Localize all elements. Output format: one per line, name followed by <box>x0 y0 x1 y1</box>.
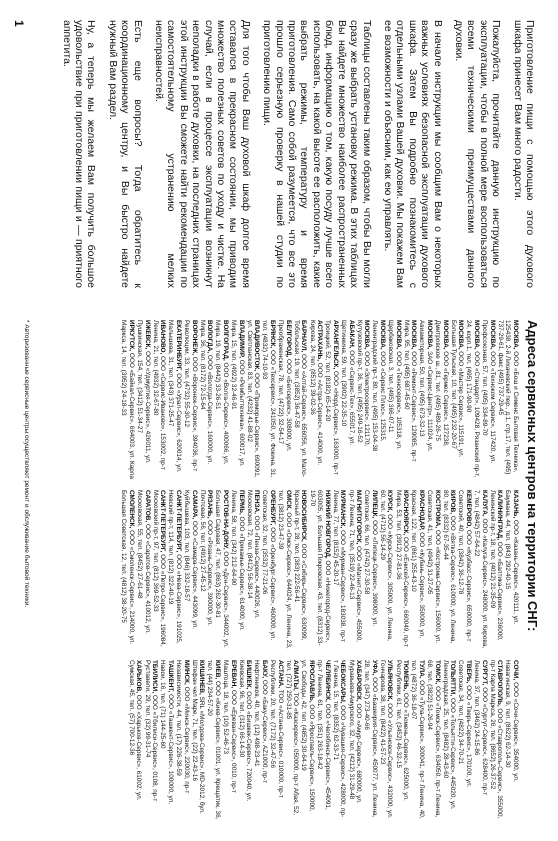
city-name: МИНСК, <box>182 660 190 685</box>
address-text: ООО «Кострома-Сервис», 156000, ул. Советская, 41, тел. (4942) 31-27-05 <box>425 490 441 644</box>
address-entry <box>277 320 292 480</box>
address-entry <box>308 320 323 480</box>
address-text: ООО «Сервис Плюс», 125315, Ленинградский пр-т, 80, тел. (495) 153-04-38 <box>371 320 386 452</box>
address-entry <box>167 320 182 480</box>
city-name: КУРСК, <box>386 490 394 513</box>
address-entry <box>371 320 386 480</box>
address-entry <box>465 320 480 480</box>
city-name: МОСКВА, <box>512 320 519 350</box>
address-entry <box>410 660 425 820</box>
address-entry <box>386 320 401 480</box>
address-entry <box>206 660 221 820</box>
city-name: АРХАНГЕЛЬСК, <box>331 320 339 370</box>
city-name: МУРМАНСК, <box>339 490 347 529</box>
city-name: ТОМСК, <box>433 660 441 685</box>
address-text: ООО «Вологда-Сервис», 160000, ул. Мира, 36, тел. (8172) 72-15-64 <box>198 320 214 465</box>
address-text: ООО «Сервис-Иваново», 153002, пр-т Ленина, 21, тел. (4932) 32-67-80 <box>151 320 167 470</box>
address-entry <box>339 320 354 480</box>
city-name: ИВАНОВО, <box>159 320 167 355</box>
city-name: УЛЬЯНОВСК, <box>386 660 394 702</box>
address-text: ООО «Урал-Сервис», 620014, ул. Малышева, 31, тел. (343) 371-25-47 <box>167 320 182 473</box>
city-name: САМАРА, <box>190 490 198 520</box>
address-entry <box>237 660 252 820</box>
address-entry <box>292 490 307 650</box>
address-text: ООО «Томск-Сервис», 634050, пр-т Ленина, 68, тел. (3822) 51-26-94 <box>425 660 441 818</box>
address-entry <box>127 660 142 820</box>
city-name: НИЖНИЙ НОВГОРОД, <box>323 490 331 559</box>
address-entry <box>441 490 456 650</box>
city-name: МОСКВА, <box>363 320 371 350</box>
address-text: ООО «Ставрополь-Сервис», 355000, пр-т Карла Маркса, 26, тел. (8652) 26-37-52 <box>488 660 504 819</box>
address-text: ООО «Ульяновск-Сервис», 432000, ул. Гончарова, 38, тел. (8422) 41-57-23 <box>378 660 394 819</box>
address-text: ООО «Техносервис», 105318, ул. Щербаковская, 3, тел. (495) 366-07-11 <box>387 320 402 450</box>
city-name: КАЛУГА, <box>480 490 488 517</box>
city-name: ТУЛА, <box>417 660 425 679</box>
address-entry <box>135 490 150 650</box>
city-name: БРЯНСК, <box>269 320 277 349</box>
intro-paragraph-4: Таблицы составлены таким образом, чтобы Вы могли сразу же выбрать установку режима. В этих таблицах Вы найдете множество наиболее распространенных блюд, информацию о том, какую посуду лучше всего использовать, на какой высоте ее расположить, какие выбрать режимы, температуру и время приготовления. Само собой разумеется, что все это прошло серьезную проверку в нашей студии по приготовлению пищи. <box>261 20 373 288</box>
address-text: ООО «Вятка-Сервис», 610000, ул. Ленина, 80, тел. (8332) 67-35-44 <box>441 490 457 644</box>
address-entry <box>347 490 362 650</box>
address-column <box>119 320 519 480</box>
service-centers-section <box>119 320 540 820</box>
city-name: РЯЗАНЬ, <box>206 490 214 519</box>
city-name: ЕРЕВАН, <box>229 660 237 689</box>
city-name: КИЕВ, <box>213 660 221 680</box>
address-text: ООО «Удмуртия-Сервис», 426011, ул. Пушкинская, 154, тел. (3412) 51-34-27 <box>136 320 151 464</box>
city-name: ТВЕРЬ, <box>464 660 472 684</box>
address-entry <box>120 490 135 650</box>
city-name: САРАТОВ, <box>143 490 151 523</box>
address-entry <box>214 490 229 650</box>
city-name: МОСКВА, <box>378 320 386 350</box>
city-name: ТАШКЕНТ, <box>166 660 174 693</box>
city-name: НОВОСИБИРСК, <box>300 490 308 542</box>
city-name: АСТАНА, <box>276 660 284 689</box>
instructions-column <box>51 20 536 288</box>
city-name: ТБИЛИСИ, <box>151 660 159 694</box>
city-name: ПЕНЗА, <box>253 490 261 514</box>
address-entry <box>472 490 487 650</box>
address-text: ООО «Сервис-Тех», 655017, ул. Щетинкина, 59, тел. (3902) 22-35-10 <box>339 320 355 446</box>
address-text: ООО «Электросервис», 121170, Кутузовский пр-т, 36, тел. (495) 249-16-52 <box>355 320 371 447</box>
address-entry <box>214 320 229 480</box>
address-text: ООО «Калуга-Сервис», 248000, ул. Кирова, 7, тел. (4842) 57-64-22 <box>473 490 488 649</box>
address-text: ООО «Байкал-Сервис», 664003, ул. Карла Маркса, 14, тел. (3952) 24-18-33 <box>120 320 135 479</box>
address-text: ООО «Саратов-Сервис», 410012, ул. Московская, 55, тел. (8452) 27-61-48 <box>136 490 151 634</box>
address-column <box>119 660 519 820</box>
address-text: ООО «Балтика-Сервис», 236000, Ленинский пр-т, 18, тел. (4012) 21-35-09 <box>488 490 504 641</box>
address-entry <box>300 660 315 820</box>
address-entry <box>167 490 182 650</box>
address-text: ООО «Самара-Сервис», 443099, ул. Куйбышева, 103, тел. (846) 332-18-57 <box>183 490 198 629</box>
city-name: АСТРАХАНЬ, <box>316 320 324 361</box>
city-name: МОСКВА, <box>488 320 496 350</box>
city-name: ВОРОНЕЖ, <box>190 320 198 356</box>
address-entry <box>410 490 425 650</box>
address-entry <box>324 320 339 480</box>
address-text: ООО «Ташкент-Сервис», 100000, ул. Навои, 16, тел. (71) 144-25-60 <box>159 660 174 805</box>
address-entry <box>418 320 433 480</box>
address-text: ООО «Нижегород-Сервис», 603005, ул. Большая Покровская, 43, тел. (8312) 33-19-70 <box>308 490 331 646</box>
address-text: ООО «Челябинск-Сервис», 454091, пр-т Ленина, 61, тел. (351) 263-18-42 <box>316 660 331 810</box>
address-entry <box>355 320 370 480</box>
address-entry <box>394 660 409 820</box>
address-text: ООО «Казань-Сервис», 420111, ул. Баумана, 44, тел. (843) 292-40-15 <box>504 490 519 625</box>
address-text: ООО «Мастер Сервис», 115191, ул. Большая Тульская, 10, тел. (495) 232-20-67 <box>449 320 465 458</box>
city-name: МОСКВА, <box>425 320 433 350</box>
city-name: МОСКВА, <box>473 320 481 350</box>
intro-paragraph-7: Ну, а теперь мы желаем Вам получить большое удовольствие при приготовлении пищи и — приятного аппетита. <box>60 20 98 288</box>
address-entry <box>488 660 503 820</box>
address-entry <box>261 490 276 650</box>
address-entry <box>402 320 417 480</box>
address-text: ООО «Мурман-Сервис», 183038, пр-т Ленина, 77, тел. (8152) 45-20-17 <box>331 490 347 642</box>
city-name: КЕМЕРОВО, <box>464 490 472 529</box>
address-entry <box>378 490 393 650</box>
address-entry <box>198 320 213 480</box>
address-text: ООО «Дон-Сервис», 344002, ул. Большая Садовая, 47, тел. (863) 262-30-81 <box>214 490 230 648</box>
city-name: АЛМАТЫ, <box>292 660 300 691</box>
city-name: ХАРЬКОВ, <box>135 660 143 693</box>
city-name: САНКТ-ПЕТЕРБУРГ, <box>174 490 182 553</box>
city-name: САНКТ-ПЕТЕРБУРГ, <box>159 490 167 553</box>
address-entry <box>284 660 299 820</box>
address-entry <box>449 320 464 480</box>
city-name: СТАВРОПОЛЬ, <box>496 660 504 707</box>
city-name: СОЧИ, <box>512 660 519 681</box>
address-text: ООО «Липецк-Сервис», 398000, ул. Советская, 66, тел. (4742) 27-30-58 <box>363 490 378 627</box>
address-text: ООО «Тюмень-Сервис», 625000, ул. Республики, 61, тел. (3452) 46-32-15 <box>394 660 410 801</box>
address-text: ООО «Амур-Сервис», 680000, ул. Муравьева-Амурского, 32, тел. (4212) 31-29-48 <box>347 660 363 804</box>
address-text: ООО «Кубань-Сервис», 350000, ул. Красная, 122, тел. (861) 255-43-10 <box>410 490 425 638</box>
city-name: ТЮМЕНЬ, <box>402 660 410 692</box>
address-entry <box>331 660 346 820</box>
city-name: КОСТРОМА, <box>433 490 441 529</box>
address-text: ООО «Магнит-Сервис», 455000, пр-т Ленина, 71, тел. (3519) 22-46-13 <box>347 490 363 642</box>
address-entry <box>143 660 158 820</box>
address-text: ООО «Белсервис», 308000, ул. Преображенская, 78, тел. (4722) 32-54-17 <box>277 320 292 452</box>
address-text: ООО «Сибирь-Сервис», 630099, Красный пр-т, 28, тел. (383) 222-56-41 <box>292 490 308 641</box>
city-name: ЛИПЕЦК, <box>370 490 378 519</box>
address-entry <box>245 490 260 650</box>
address-entry <box>277 490 292 650</box>
address-text: ООО «Пенза-Сервис», 440026, ул. Московская, 72, тел. (8412) 56-38-14 <box>245 490 261 619</box>
city-name: СМОЛЕНСК, <box>127 490 135 529</box>
address-entry <box>198 490 213 650</box>
address-text: ООО «Смоленск-Сервис», 214000, ул. Большая Советская, 12, тел. (4812) 38-20-75 <box>120 490 135 645</box>
address-text: ООО «Рязань-Сервис», 390000, ул. Почтовая, 56, тел. (4912) 27-45-12 <box>198 490 214 626</box>
city-name: МОСКВА, <box>410 320 418 350</box>
address-text: ООО «Волга-Сервис», 400066, ул. Мира, 19, тел. (8442) 33-26-51 <box>214 320 230 465</box>
address-text: ООО «Курск-Сервис», 305000, ул. Ленина, 60, тел. (4712) 56-14-29 <box>378 490 394 641</box>
city-name: ИЖЕВСК, <box>143 320 151 350</box>
address-entry <box>425 490 440 650</box>
address-text: ООО «Тверь-Сервис», 170100, ул. Советская, 34, тел. (4822) 34-70-21 <box>457 660 472 788</box>
address-text: ООО «Воронеж-Сервис», 394036, пр-т Революции, 33, тел. (4732) 55-30-12 <box>183 320 198 472</box>
address-text: ООО «Норд-Сервис», 163000, пр-т Троицкий, 52, тел. (8182) 65-14-20 <box>324 320 339 475</box>
city-name: ВОЛОГДА, <box>206 320 214 354</box>
address-entry <box>261 320 276 480</box>
address-entry <box>472 660 487 820</box>
address-text: ООО «Баку-Сервис», AZ1000, пр-т Нефтяников, 40, тел. (12) 498-23-41 <box>253 660 268 784</box>
address-entry <box>135 320 150 480</box>
address-entry <box>363 490 378 650</box>
address-text: ООО «Башкирия-Сервис», 450077, ул. Ленина, 28, тел. (347) 273-40-66 <box>363 660 378 818</box>
address-entry <box>292 320 307 480</box>
address-entry <box>433 320 448 480</box>
address-text: ООО «Сочи-Сервис», 354000, ул. Навагинская, 9, тел. (8622) 62-14-30 <box>504 660 519 782</box>
address-entry <box>151 320 166 480</box>
city-name: МОСКВА, <box>441 320 449 350</box>
address-text: ООО «Киев-Сервис», 01001, ул. Крещатик, 36, тел. (44) 234-57-20 <box>206 660 221 820</box>
address-text: ООО «Ереван-Сервис», 0010, пр-т Маштоца, 18, тел. (10) 52-46-73 <box>222 660 237 793</box>
city-name: ВЛАДИМИР, <box>237 320 245 359</box>
address-text: ООО «Нева-Сервис», 191025, Невский пр-т, 114, тел. (812) 322-40-19 <box>167 490 182 644</box>
address-text: ООО «Рембыттехника», 600017, ул. Мира, 15, тел. (4922) 32-46-91 <box>230 320 245 467</box>
address-entry <box>182 490 197 650</box>
address-entry <box>316 660 331 820</box>
city-name: КАЛИНИНГРАД, <box>496 490 504 540</box>
city-name: КИШИНЕВ, <box>198 660 206 695</box>
city-name: УФА, <box>370 660 378 676</box>
address-column <box>119 490 519 650</box>
city-name: МАГНИТОГОРСК, <box>355 490 363 545</box>
address-text: ООО «Омск-Сервис», 644024, ул. Ленина, 23, тел. (3812) 23-47-39 <box>277 490 292 649</box>
address-text: ООО «Ярославль-Сервис», 150000, ул. Свободы, 42, тел. (4852) 30-64-19 <box>300 660 316 812</box>
city-name: ОМСК, <box>284 490 292 511</box>
address-entry <box>221 660 236 820</box>
address-text: ООО «Алтай-Сервис», 656056, ул. Мало-Тобольская, 19, тел. (3852) 36-47-58 <box>292 320 308 477</box>
intro-paragraph-3: В начале инструкции мы сообщим Вам о некоторых важных условиях безопасной эксплуатации духового шкафа. Затем Вы подробно познакомитесь с отдельными узлами Вашей духовки. Мы покажем Вам ее возможности и объясним, как ею управлять. <box>381 20 444 288</box>
address-entry <box>363 660 378 820</box>
city-name: ХАБАРОВСК, <box>355 660 363 702</box>
address-entry <box>174 660 189 820</box>
address-text: ЗАО «Сервис-Центр», 111024, ул. Авиамоторная, 50, тел. (495) 673-32-13 <box>418 320 433 452</box>
address-text: ООО «Тула-Сервис», 300041, пр-т Ленина, 40, тел. (4872) 36-18-07 <box>410 660 425 819</box>
city-name: ПЕРМЬ, <box>237 490 245 515</box>
address-entry <box>394 490 409 650</box>
city-name: ОРЕНБУРГ, <box>269 490 277 526</box>
address-entry <box>253 660 268 820</box>
address-text: ООО «Прикамье-Сервис», 614000, ул. Ленина, 58, тел. (342) 212-64-90 <box>230 490 245 631</box>
address-text: ООО «Минск-Сервис», 220030, пр-т Независимости, 44, тел. (17) 226-38-59 <box>174 660 190 794</box>
city-name: ЕКАТЕРИНБУРГ, <box>174 320 182 372</box>
intro-paragraph-6: Есть еще вопросы? Тогда обратитесь к координационному центру, и Вы быстро найдете нужный Вам раздел. <box>106 20 144 288</box>
city-name: РОСТОВ-НА-ДОНУ, <box>222 490 230 550</box>
city-name: ВОЛГОГРАД, <box>222 320 230 361</box>
city-name: БАРНАУЛ, <box>300 320 308 353</box>
city-name: МОСКВА, <box>394 320 402 350</box>
city-name: ВЛАДИВОСТОК, <box>253 320 261 372</box>
service-centers-title: Адреса сервисных центров на территории СНГ: <box>525 320 540 632</box>
address-text: ООО «Петро-Сервис», 196084, Московский пр-т, 97, тел. (812) 369-52-33 <box>151 490 167 647</box>
address-text: ООО «Техноком Сервис», 117420, ул. Профсоюзная, 57, тел. (495) 334-89-70 <box>481 320 496 464</box>
city-name: БАКУ, <box>261 660 268 679</box>
address-entry <box>481 320 496 480</box>
address-entry <box>230 490 245 650</box>
city-name: СУРГУТ, <box>480 660 488 686</box>
address-entry <box>457 490 472 650</box>
city-name: ЧЕЛЯБИНСК, <box>323 660 331 702</box>
service-centers-columns <box>119 320 519 820</box>
city-name: ИРКУТСК, <box>127 320 135 352</box>
address-text: ООО «Чувашия-Сервис», 428000, пр-т Ленина, 15, тел. (8352) 62-33-71 <box>331 660 347 818</box>
intro-paragraph-2: Пожалуйста, прочитайте данную инструкцию по эксплуатации, чтобы в полной мере воспользоваться всеми техническими преимуществами данного духовки. <box>452 20 503 288</box>
address-text: ООО «Кузбасс-Сервис», 650000, пр-т Советский, 40, тел. (3842) 36-12-78 <box>457 490 472 642</box>
intro-paragraph-1: Приготовление пищи с помощью этого духового шкафа принесет Вам много радости. <box>511 20 536 288</box>
address-text: ООО «Бош и Сименс Бытовая Техника», 125438, 2-й Лихачевский пер., д.1, стр.17, тел. (495) 737-29-61, факс (495) 737-29-45 <box>496 320 519 475</box>
city-name: ЧЕБОКСАРЫ, <box>339 660 347 704</box>
address-entry <box>496 320 519 480</box>
city-name: БЕЛГОРОД, <box>284 320 292 358</box>
city-name: БИШКЕК, <box>245 660 253 690</box>
address-text: ТОО «Астана-Сервис», 010000, пр-т Республики, 20, тел. (7172) 32-47-56 <box>269 660 284 798</box>
city-name: КРАСНОЯРСК, <box>402 490 410 536</box>
address-entry <box>269 660 284 820</box>
footnote: * Авторизованные сервисные центры осуществляют ремонт и обслуживание бытовой техники. <box>23 320 30 608</box>
address-entry <box>504 660 519 820</box>
city-name: ЯРОСЛАВЛЬ, <box>308 660 316 703</box>
city-name: КИРОВ, <box>449 490 457 515</box>
address-entry <box>230 320 245 480</box>
address-text: ООО «Харьков-Сервис», 61002, ул. Сумская, 45, тел. (57) 700-12-36 <box>127 660 143 801</box>
address-entry <box>378 660 393 820</box>
address-entry <box>308 490 331 650</box>
page-number: 1 <box>12 20 26 27</box>
address-text: ТОО «Казсервис», 050000, пр-т Абая, 52, тел. (727) 250-31-85 <box>284 660 300 815</box>
address-text: ООО «Енисей-Сервис», 660049, пр-т Мира, 53, тел. (3912) 27-81-36 <box>394 490 410 647</box>
address-entry <box>331 490 346 650</box>
address-text: ООО «Оренбург-Сервис», 460000, ул. Советская, 32, тел. (3532) 77-21-06 <box>261 490 277 641</box>
intro-paragraph-5: Для того чтобы Ваш духовой шкаф долгое время оставался в прекрасном состоянии, мы приводим множество полезных советов по уходу и чистке. На случай, если в процессе эксплуатации возникнут неполадки в работе духовки, на последних страницах этой инструкции Вы сможете найти рекомендации по самостоятельному устранению мелких неисправностей. <box>153 20 252 288</box>
address-text: ООО «Астра-Сервис», 414000, ул. Кирова, 24, тел. (8512) 39-02-36 <box>308 320 324 466</box>
address-text: ООО «Сургут-Сервис», 628400, пр-т Ленина, 37, тел. (3462) 24-15-86 <box>473 660 488 796</box>
address-text: ООО «Ремонт-Сервис», 129085, пр-т Мира, 95, тел. (495) 687-45-60 <box>402 320 418 462</box>
address-entry <box>190 660 205 820</box>
address-text: ООО «Техсервис», 241050, ул. Фокина, 31, тел. (4832) 74-10-93 <box>261 320 277 478</box>
address-text: ООО «Стандарт», 109428, Рязанский пр-т, 24, корп.1, тел. (495) 171-90-90 <box>465 320 481 478</box>
address-text: SRL «Молдова-Сервис», MD-2012, бул. Штефан чел Маре, 71, тел. (22) 22-43-16 <box>190 660 206 814</box>
address-entry <box>504 490 519 650</box>
city-name: КРАСНОДАР, <box>417 490 425 531</box>
address-text: ОсОО «Бишкек-Сервис», 720040, ул. Киевская, 96, тел. (312) 66-14-30 <box>237 660 253 802</box>
address-entry <box>151 490 166 650</box>
address-entry <box>488 490 503 650</box>
address-entry <box>120 320 135 480</box>
address-entry <box>457 660 472 820</box>
address-text: ООО «Гермес Сервис», 127238, Дмитровское ш., 81, тел. (495) 489-26-75 <box>434 320 449 447</box>
city-name: КАЗАНЬ, <box>512 490 519 519</box>
address-entry <box>159 660 174 820</box>
city-name: АБАКАН, <box>347 320 355 349</box>
address-entry <box>245 320 260 480</box>
city-name: ТОЛЬЯТТИ, <box>449 660 457 697</box>
address-entry <box>441 660 456 820</box>
address-text: ООО «Тбилиси-Сервис», 0108, пр-т Руставели, 29, тел. (32) 99-31-74 <box>143 660 159 802</box>
address-entry <box>182 320 197 480</box>
city-name: МОСКВА, <box>457 320 465 350</box>
address-text: ООО «Приморье-Сервис», 690091, ул. Светланская, 83, тел. (4232) 41-88-02 <box>245 320 261 478</box>
address-entry <box>425 660 440 820</box>
address-entry <box>347 660 362 820</box>
address-text: ООО «Тольятти-Сервис», 445020, ул. Ленинградская, 25, тел. (8482) 28-43-60 <box>441 660 457 810</box>
